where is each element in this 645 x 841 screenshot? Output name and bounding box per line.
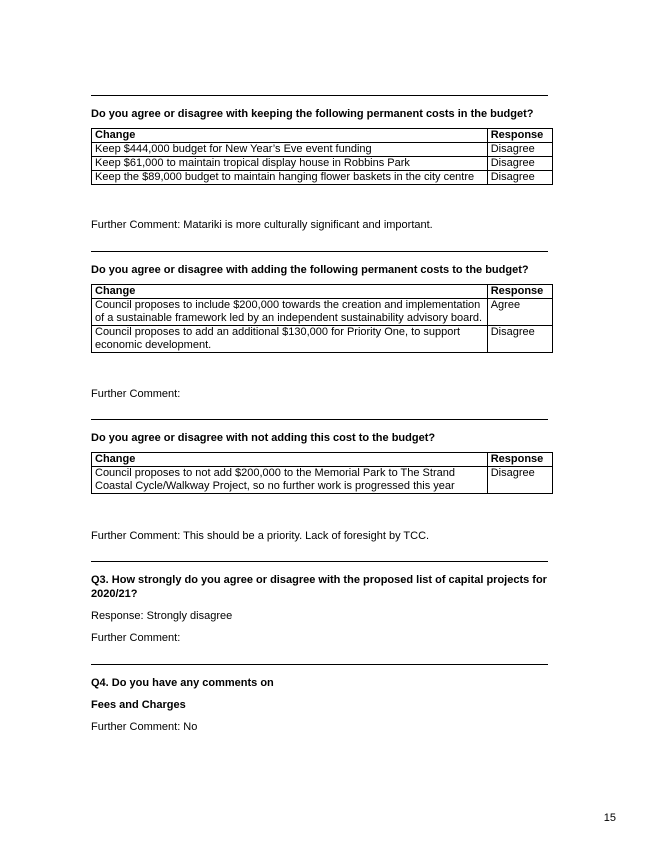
further-comment-1: Further Comment: Matariki is more culturally significant and important. bbox=[91, 219, 433, 231]
table-row bbox=[92, 143, 553, 157]
table-header-row bbox=[92, 285, 553, 299]
response-cell: Disagree bbox=[487, 143, 552, 157]
q3-response: Response: Strongly disagree bbox=[91, 610, 233, 622]
column-header-change: Change bbox=[92, 453, 488, 467]
question-q4: Q4. Do you have any comments on bbox=[91, 677, 274, 689]
divider-1 bbox=[91, 95, 548, 96]
table-row bbox=[92, 171, 553, 185]
column-header-response: Response bbox=[487, 129, 552, 143]
table-row bbox=[92, 467, 553, 494]
not-adding-cost-table bbox=[91, 452, 553, 494]
table-header-row bbox=[92, 453, 553, 467]
page-number: 15 bbox=[603, 812, 616, 824]
table-header-row bbox=[92, 129, 553, 143]
question-q3: Q3. How strongly do you agree or disagree with the proposed list of capital projects for 2020/21? bbox=[91, 574, 547, 600]
keep-costs-table bbox=[91, 128, 553, 185]
response-cell: Agree bbox=[487, 299, 552, 326]
divider-4 bbox=[91, 561, 548, 562]
column-header-response: Response bbox=[487, 453, 552, 467]
q3-further-comment: Further Comment: bbox=[91, 632, 181, 644]
column-header-change: Change bbox=[92, 285, 488, 299]
table-row bbox=[92, 157, 553, 171]
divider-2 bbox=[91, 251, 548, 252]
table-row bbox=[92, 326, 553, 353]
change-cell: Council proposes to not add $200,000 to the Memorial Park to The Strand Coastal Cycle/Walkway Project, so no further work is progressed this year bbox=[92, 467, 488, 494]
column-header-response: Response bbox=[487, 285, 552, 299]
change-cell: Keep $444,000 budget for New Year’s Eve event funding bbox=[92, 143, 488, 157]
q4-further-comment: Further Comment: No bbox=[91, 721, 198, 733]
further-comment-2: Further Comment: bbox=[91, 388, 181, 400]
response-cell: Disagree bbox=[487, 171, 552, 185]
response-cell: Disagree bbox=[487, 467, 552, 494]
column-header-change: Change bbox=[92, 129, 488, 143]
q4-subheading: Fees and Charges bbox=[91, 699, 186, 711]
add-costs-table bbox=[91, 284, 553, 353]
change-cell: Council proposes to include $200,000 towards the creation and implementation of a sustainable framework led by an independent sustainability advisory board. bbox=[92, 299, 488, 326]
response-cell: Disagree bbox=[487, 157, 552, 171]
question-not-adding-cost: Do you agree or disagree with not adding this cost to the budget? bbox=[91, 432, 436, 444]
question-add-costs: Do you agree or disagree with adding the following permanent costs to the budget? bbox=[91, 264, 529, 276]
divider-5 bbox=[91, 664, 548, 665]
change-cell: Council proposes to add an additional $130,000 for Priority One, to support economic development. bbox=[92, 326, 488, 353]
further-comment-3: Further Comment: This should be a priority. Lack of foresight by TCC. bbox=[91, 530, 430, 542]
response-cell: Disagree bbox=[487, 326, 552, 353]
table-row bbox=[92, 299, 553, 326]
change-cell: Keep $61,000 to maintain tropical display house in Robbins Park bbox=[92, 157, 488, 171]
change-cell: Keep the $89,000 budget to maintain hanging flower baskets in the city centre bbox=[92, 171, 488, 185]
divider-3 bbox=[91, 419, 548, 420]
question-keep-costs: Do you agree or disagree with keeping the following permanent costs in the budget? bbox=[91, 108, 534, 120]
